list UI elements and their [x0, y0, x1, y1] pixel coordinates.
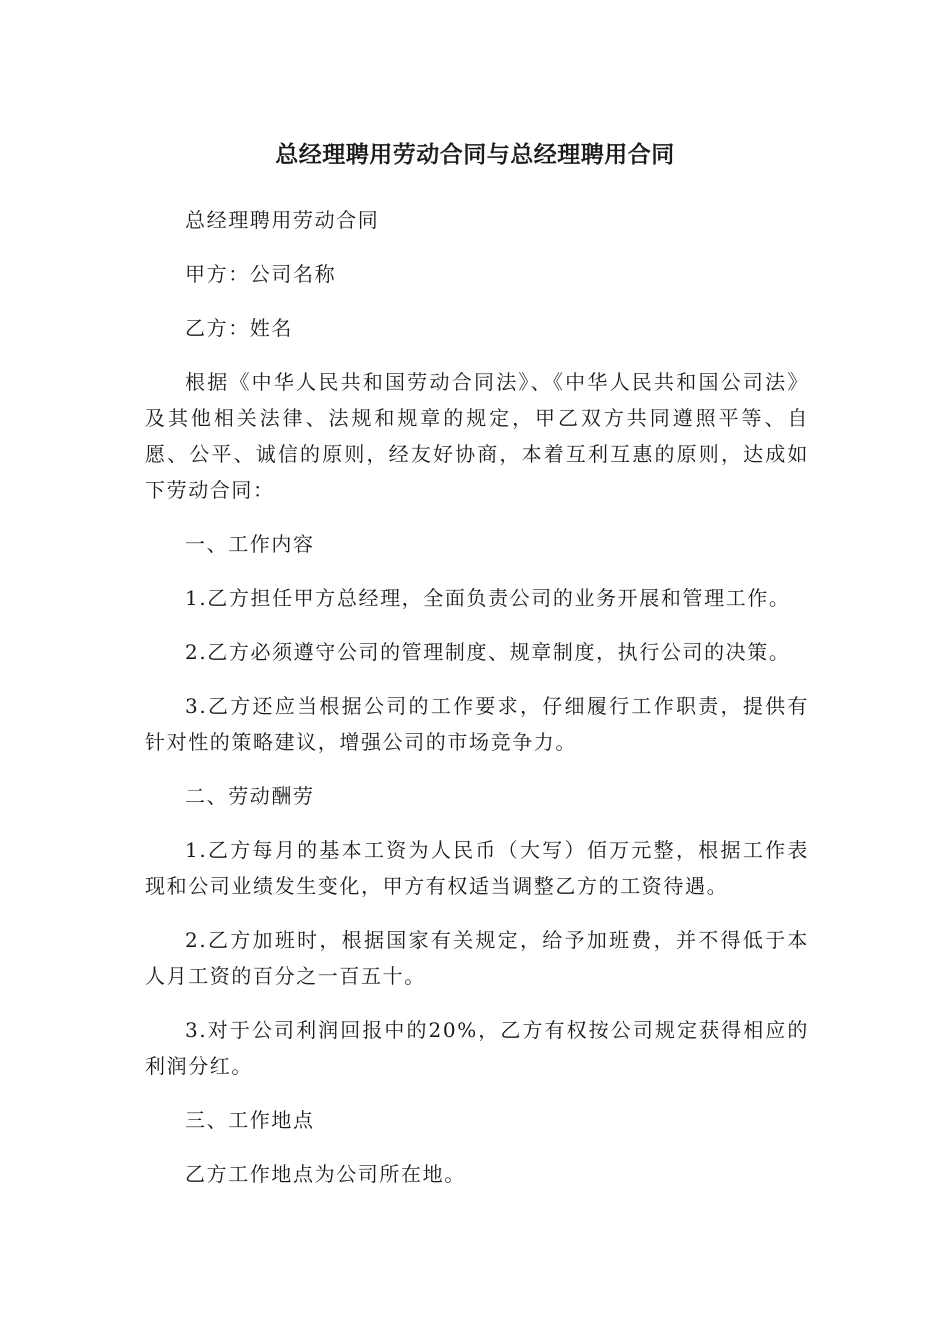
- paragraph-work-2: 2.乙方必须遵守公司的管理制度、规章制度，执行公司的决策。: [185, 640, 791, 664]
- paragraph-location: 乙方工作地点为公司所在地。: [185, 1162, 466, 1186]
- paragraph-work-3: 3.乙方还应当根据公司的工作要求，仔细履行工作职责，提供有针对性的策略建议，增强公司的市场竞争力。: [145, 694, 809, 754]
- paragraph-preamble: 根据《中华人民共和国劳动合同法》、《中华人民共和国公司法》及其他相关法律、法规和规章的规定，甲乙双方共同遵照平等、自愿、公平、诚信的原则，经友好协商，本着互利互惠的原则，达成如下劳动合同：: [145, 370, 809, 502]
- paragraph-pay-2: 2.乙方加班时，根据国家有关规定，给予加班费，并不得低于本人月工资的百分之一百五十。: [145, 928, 809, 988]
- document-body: [145, 202, 809, 1210]
- section-heading-work-location: 三、工作地点: [185, 1108, 315, 1132]
- paragraph-party-a: 甲方：公司名称: [185, 262, 337, 286]
- paragraph-party-b: 乙方：姓名: [185, 316, 293, 340]
- section-heading-work-content: 一、工作内容: [185, 532, 315, 556]
- paragraph-pay-1: 1.乙方每月的基本工资为人民币（大写）佰万元整，根据工作表现和公司业绩发生变化，甲方有权适当调整乙方的工资待遇。: [145, 838, 809, 898]
- paragraph-work-1: 1.乙方担任甲方总经理，全面负责公司的业务开展和管理工作。: [185, 586, 791, 610]
- paragraph-contract-heading: 总经理聘用劳动合同: [185, 208, 380, 232]
- paragraph-pay-3: 3.对于公司利润回报中的20%，乙方有权按公司规定获得相应的利润分红。: [145, 1018, 809, 1078]
- document-title: 总经理聘用劳动合同与总经理聘用合同: [275, 142, 675, 168]
- section-heading-remuneration: 二、劳动酬劳: [185, 784, 315, 808]
